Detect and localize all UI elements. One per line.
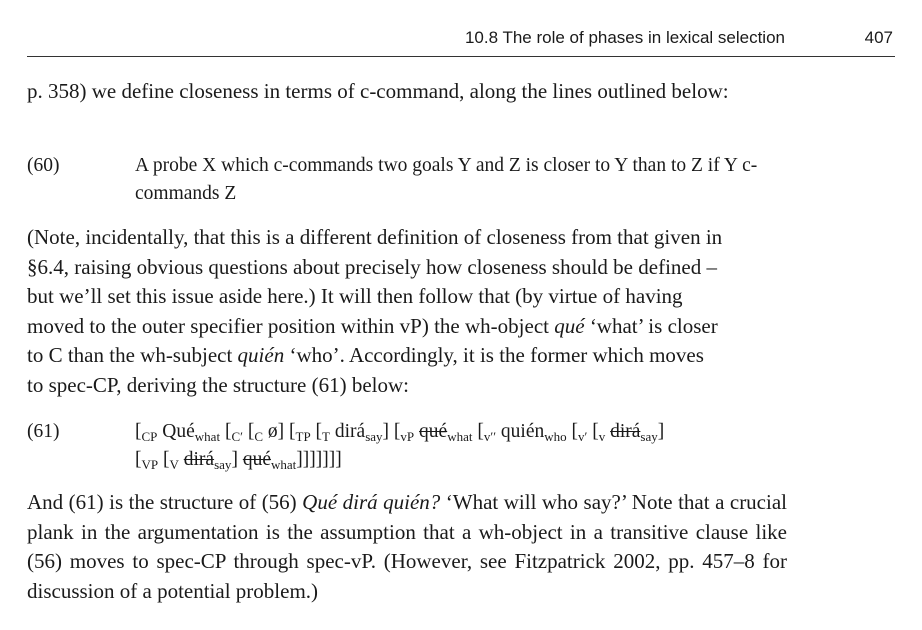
node-label: VP	[141, 457, 159, 472]
spanish-word-quien: quién	[237, 343, 285, 367]
node-label: v	[598, 429, 606, 444]
example-number: (61)	[27, 421, 60, 442]
paragraph-2-line-4	[27, 312, 787, 342]
running-header	[27, 26, 895, 57]
prime: ′	[240, 429, 243, 444]
bracket: [	[477, 421, 484, 442]
bracketed-structure	[135, 418, 787, 474]
closing-brackets: ]]]]]]]	[296, 449, 342, 470]
text-run: moved to the outer specifier position within vP) the wh-object	[27, 313, 555, 338]
node-label: vP	[400, 429, 415, 444]
bracket: [	[571, 421, 578, 442]
paragraph-2-line-1: (Note, incidentally, that this is a different definition of closeness from that given in	[27, 225, 723, 249]
bracket: [	[315, 421, 323, 442]
gloss: say	[365, 429, 383, 444]
text-run: ‘What will who say?’ Note that a crucial plank in the argumentation is the assumption that a wh-object in a transitive clause like (56) moves to spec-CP through spec-vP. (However, see Fitzpatrick 2002, pp. 457–8 for discussion of a potential problem.)	[27, 490, 787, 603]
node-label: CP	[141, 429, 158, 444]
node-label: TP	[295, 429, 311, 444]
paragraph-2-line-5	[27, 341, 787, 371]
deleted-copy: dirá	[610, 421, 641, 442]
gloss: say	[214, 457, 232, 472]
bracket: [	[135, 421, 142, 442]
section-title: 10.8 The role of phases in lexical selection	[464, 28, 785, 47]
gloss: what	[447, 429, 473, 444]
gloss: who	[544, 429, 567, 444]
node-label-text: v	[483, 429, 491, 444]
node-label	[484, 429, 496, 444]
prime: ′	[584, 429, 588, 444]
bracket: [	[224, 421, 232, 442]
word: dirá	[334, 421, 366, 442]
paragraph-2	[27, 223, 787, 400]
deleted-copy: qué	[419, 421, 448, 442]
deleted-copy: dirá	[183, 449, 215, 470]
paragraph-2-line-6: to spec-CP, deriving the structure (61) below:	[27, 372, 409, 397]
structure-line-1	[135, 418, 787, 446]
paragraph-1: p. 358) we define closeness in terms of c-command, along the lines outlined below:	[27, 79, 729, 103]
paragraph-2-line-3: but we’ll set this issue aside here.) It will then follow that (by virtue of having	[27, 284, 683, 308]
paragraph-2-line-2: §6.4, raising obvious questions about precisely how closeness should be defined –	[27, 254, 717, 279]
node-label-text: C	[231, 429, 241, 444]
text-run: ‘who’. Accordingly, it is the former which moves	[284, 343, 704, 367]
text-run: And (61) is the structure of (56)	[27, 490, 303, 514]
example-text: A probe X which c-commands two goals Y and Z is closer to Y than to Z if Y c-commands Z	[135, 155, 758, 204]
example-sentence: Qué dirá quién?	[302, 490, 441, 514]
null-complementizer: ø]	[267, 421, 285, 442]
bracket: ]	[231, 449, 238, 470]
paragraph-3	[27, 488, 787, 606]
text-run: ‘what’ is closer	[584, 313, 718, 338]
node-label: V	[169, 457, 179, 472]
prime: ′′	[490, 429, 497, 444]
page-number: 407	[864, 28, 893, 47]
node-label-text: v	[578, 429, 585, 444]
gloss: say	[640, 429, 658, 444]
bracket: [	[135, 449, 142, 470]
gloss: what	[270, 457, 297, 472]
bracket: [	[393, 421, 401, 442]
bracket: [	[592, 421, 599, 442]
bracket: ]	[382, 421, 390, 442]
gloss: what	[194, 429, 221, 444]
bracket: [	[289, 421, 296, 442]
spanish-word-que: qué	[554, 313, 585, 338]
text-run: to C than the wh-subject	[27, 343, 238, 367]
bracket: [	[163, 449, 170, 470]
node-label	[231, 429, 243, 444]
node-label: C	[254, 429, 263, 444]
word: Qué	[162, 421, 195, 442]
node-label: T	[322, 429, 330, 444]
word: quién	[500, 421, 545, 442]
deleted-copy: qué	[242, 449, 271, 470]
node-label	[578, 429, 587, 444]
bracket: ]	[657, 421, 665, 442]
bracket: [	[247, 421, 255, 442]
structure-line-2	[135, 446, 787, 474]
example-number: (60)	[27, 155, 60, 176]
